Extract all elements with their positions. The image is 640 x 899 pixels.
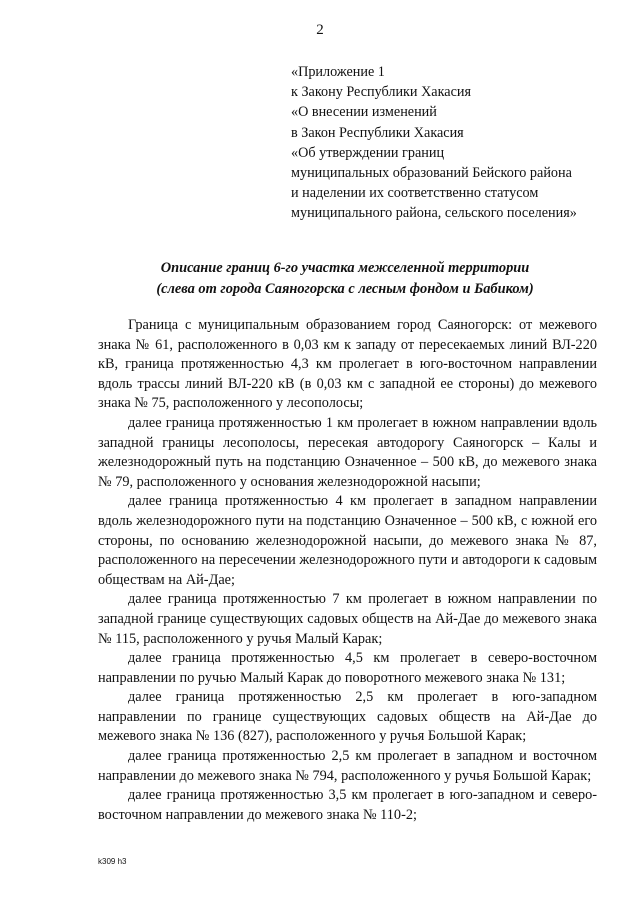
paragraph: далее граница протяженностью 4 км пролегает в западном направлении вдоль железнодорожного пути на подстанцию Означенное – 500 кВ, с южной его стороны, по основанию железнодорожной насыпи, до межевого знака № 87, расположенного на пересечении железнодорожного пути и автодороги к садовым обществам на Ай-Дае;: [98, 493, 597, 588]
paragraph: далее граница протяженностью 7 км пролегает в южном направлении по западной границе существующих садовых обществ на Ай-Дае до межевого знака № 115, расположенного у ручья Малый Карак;: [98, 591, 597, 647]
paragraph: далее граница протяженностью 3,5 км пролегает в юго-западном и северо-восточном направлении до межевого знака № 110-2;: [98, 787, 597, 823]
appendix-line: муниципальных образований Бейского района: [291, 165, 572, 182]
appendix-line: муниципального района, сельского поселения»: [291, 205, 577, 222]
appendix-line: в Закон Республики Хакасия: [291, 124, 464, 141]
appendix-line: «Приложение 1: [291, 64, 385, 80]
footer-code: k309 h3: [98, 857, 127, 866]
paragraph: далее граница протяженностью 1 км пролегает в южном направлении вдоль западной границы лесополосы, пересекая автодорогу Саяногорск – Калы и железнодорожный путь на подстанцию Означенное – 500 кВ, до межевого знака № 79, расположенного у основания железнодорожной насыпи;: [98, 414, 597, 490]
title-line: Описание границ 6-го участка межселенной территории: [160, 260, 530, 276]
boundary-description: [98, 316, 597, 825]
appendix-line: к Закону Республики Хакасия: [291, 84, 471, 101]
document-title: [0, 258, 640, 300]
appendix-line: и наделении их соответственно статусом: [291, 185, 539, 202]
paragraph: Граница с муниципальным образованием город Саяногорск: от межевого знака № 61, расположенного в 0,03 км к западу от пересекаемых линий ВЛ-220 кВ, граница протяженностью 4,3 км пролегает в юго-восточном направлении вдоль трассы линий ВЛ-220 кВ (в 0,03 км с западной ее стороны) до межевого знака № 75, расположенного у лесополосы;: [98, 317, 597, 412]
appendix-line: «Об утверждении границ: [291, 144, 445, 161]
paragraph: далее граница протяженностью 2,5 км пролегает в западном и восточном направлении до межевого знака № 794, расположенного у ручья Большой Карак;: [98, 748, 597, 784]
paragraph: далее граница протяженностью 2,5 км пролегает в юго-западном направлении по границе существующих садовых обществ на Ай-Дае до межевого знака № 136 (827), расположенного у ручья Большой Карак;: [98, 689, 597, 745]
paragraph: далее граница протяженностью 4,5 км пролегает в северо-восточном направлении по ручью Малый Карак до поворотного межевого знака № 131;: [98, 650, 597, 686]
page-number: 2: [316, 22, 324, 38]
title-line: (слева от города Саяногорска с лесным фондом и Бабиком): [156, 281, 534, 297]
appendix-line: «О внесении изменений: [291, 104, 437, 121]
appendix-header: [291, 62, 577, 224]
